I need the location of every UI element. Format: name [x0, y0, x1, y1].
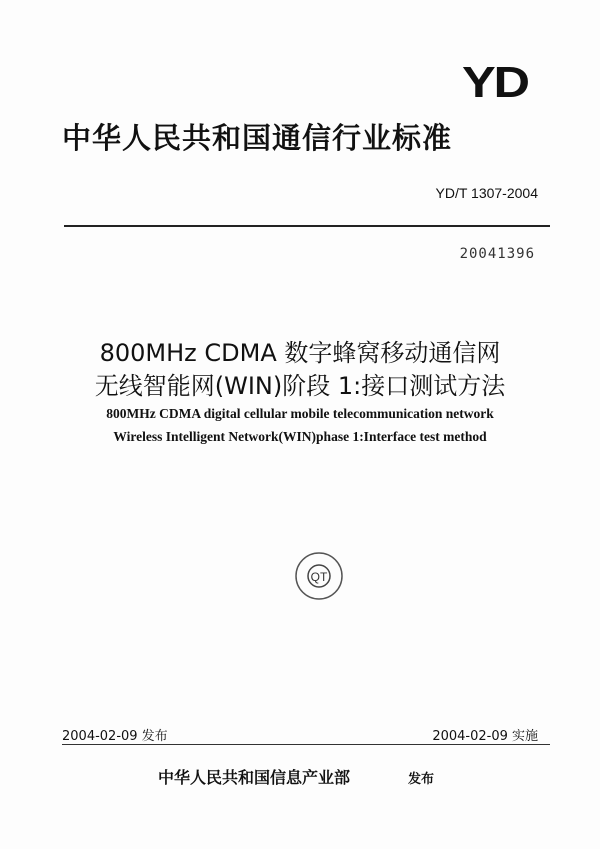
yd-logo: YD — [462, 58, 528, 107]
publish-label: 发布 — [408, 772, 435, 787]
svg-text:QT: QT — [310, 570, 328, 584]
title-cn-line-1: 800MHz CDMA 数字蜂窝移动通信网 — [99, 339, 501, 367]
title-en-line-1: 800MHz CDMA digital cellular mobile telecommunication network — [106, 406, 494, 421]
title-cn-line-2: 无线智能网(WIN)阶段 1:接口测试方法 — [94, 372, 506, 400]
stamp-number: 20041396 — [459, 246, 535, 262]
header-divider — [64, 225, 550, 227]
footer-divider — [62, 744, 550, 745]
seal-icon — [294, 551, 344, 601]
issue-date: 2004-02-09 发布 — [62, 729, 168, 744]
standard-type: 中华人民共和国通信行业标准 — [62, 121, 453, 155]
effective-date: 2004-02-09 实施 — [432, 729, 538, 744]
title-en-line-2: Wireless Intelligent Network(WIN)phase 1:Interface test method — [113, 429, 487, 444]
publisher: 中华人民共和国信息产业部 — [158, 768, 351, 787]
standard-code: YD/T 1307-2004 — [435, 185, 538, 201]
